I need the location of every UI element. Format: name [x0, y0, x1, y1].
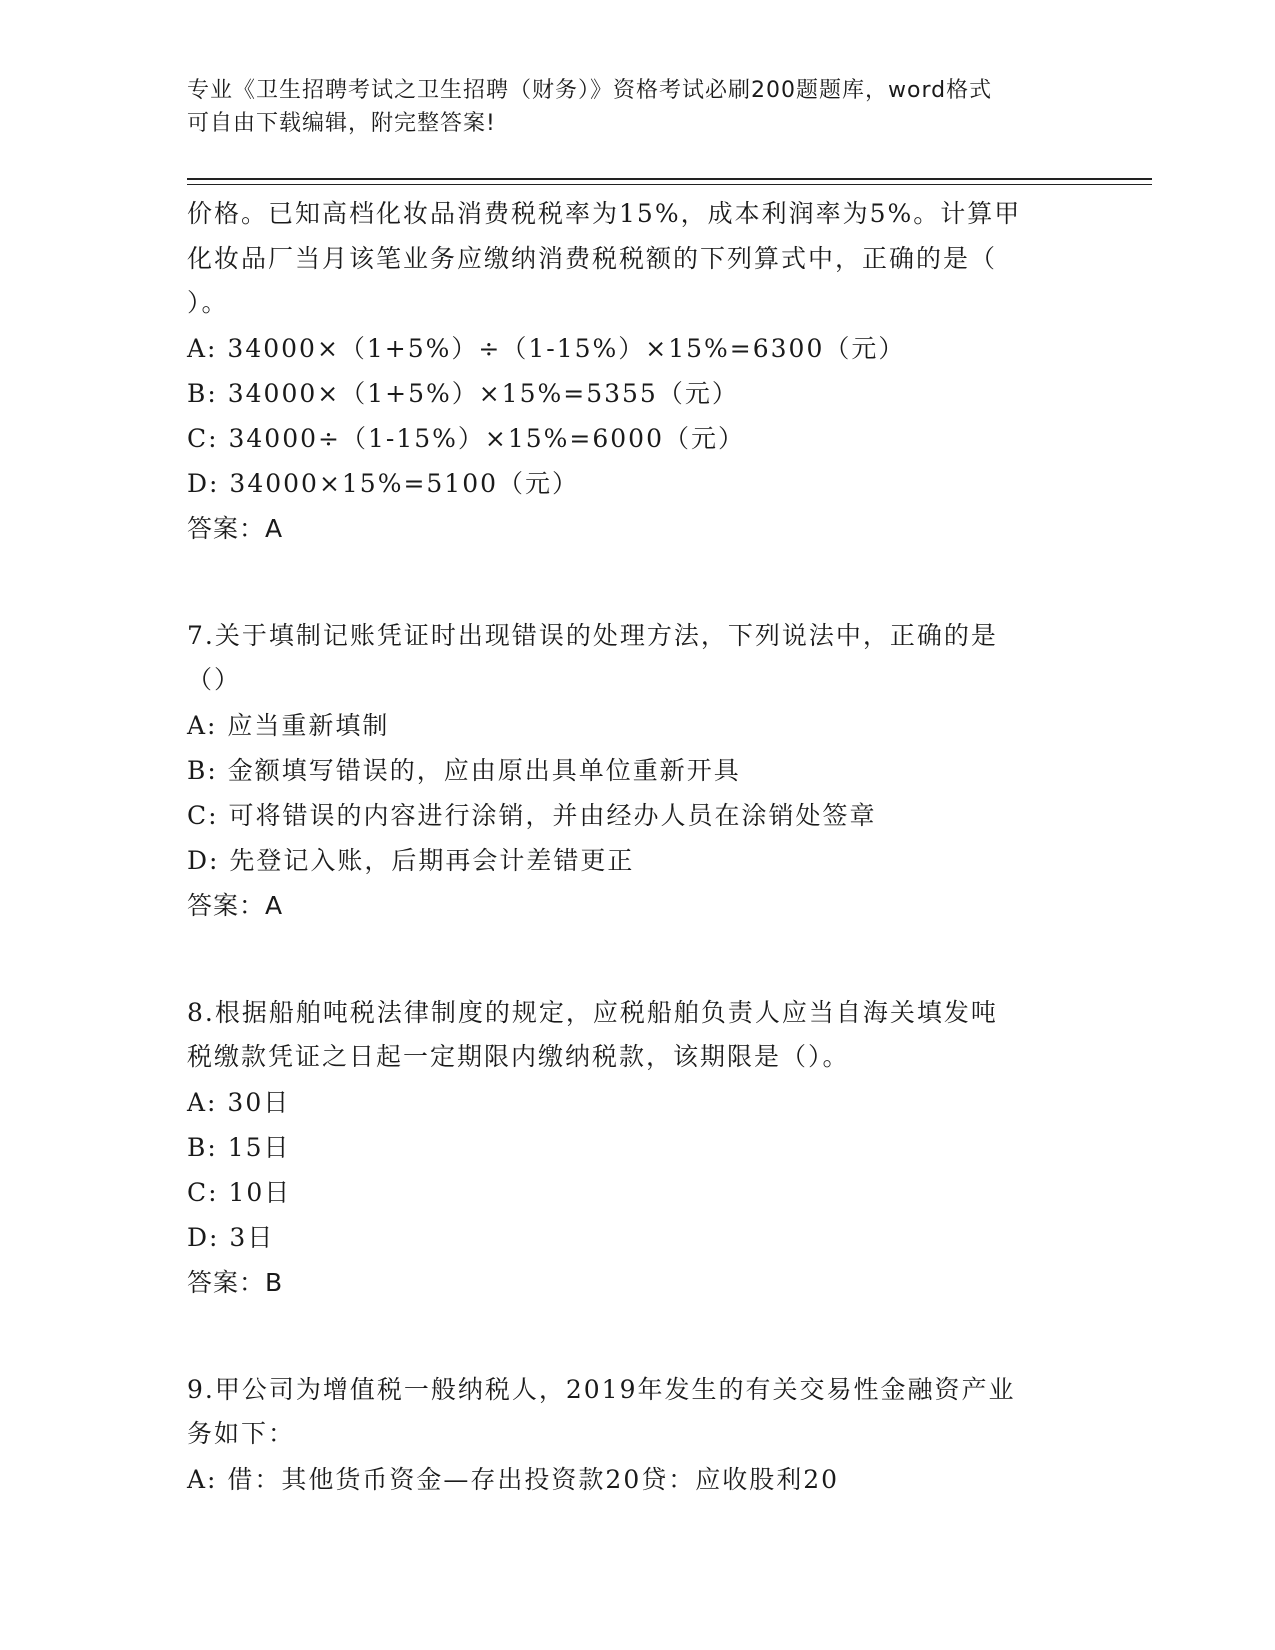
question-stem — [187, 991, 1067, 1080]
option-b: B: 34000×（1+5%）×15%=5355（元） — [187, 378, 739, 408]
answer-label: 答案：B — [187, 1267, 284, 1297]
document-header — [187, 74, 1067, 140]
question-stem — [187, 614, 1067, 703]
question-8 — [187, 991, 1067, 1306]
option-d: D: 3日 — [187, 1222, 275, 1252]
option-a: A: 应当重新填制 — [187, 710, 390, 740]
question-7 — [187, 614, 1067, 929]
option-d: D: 先登记入账，后期再会计差错更正 — [187, 845, 635, 875]
question-stem — [187, 1368, 1067, 1457]
stem-line: （） — [187, 665, 242, 694]
stem-line: 价格。已知高档化妆品消费税税率为15%，成本利润率为5%。计算甲 — [187, 199, 1022, 228]
answer-label: 答案：A — [187, 890, 284, 920]
option-a: A: 34000×（1+5%）÷（1-15%）×15%=6300（元） — [187, 333, 906, 363]
option-a: A: 借：其他货币资金—存出投资款20贷：应收股利20 — [187, 1464, 840, 1494]
stem-line: 8.根据船舶吨税法律制度的规定，应税船舶负责人应当自海关填发吨 — [187, 997, 998, 1027]
stem-line: 化妆品厂当月该笔业务应缴纳消费税税额的下列算式中，正确的是（ — [187, 243, 998, 273]
header-line-2: 可自由下载编辑，附完整答案! — [187, 111, 496, 136]
stem-line: 9.甲公司为增值税一般纳税人，2019年发生的有关交易性金融资产业 — [187, 1374, 1016, 1404]
option-c: C: 10日 — [187, 1177, 292, 1207]
option-a: A: 30日 — [187, 1087, 291, 1117]
question-9 — [187, 1368, 1067, 1502]
question-stem — [187, 192, 1067, 326]
header-line-1: 专业《卫生招聘考试之卫生招聘（财务）》资格考试必刷200题题库，word格式 — [187, 78, 993, 103]
stem-line: 务如下： — [187, 1419, 296, 1448]
option-b: B: 金额填写错误的，应由原出具单位重新开具 — [187, 755, 741, 785]
option-c: C: 可将错误的内容进行涂销，并由经办人员在涂销处签章 — [187, 800, 877, 830]
question-content — [187, 192, 1067, 1502]
answer-label: 答案：A — [187, 513, 284, 543]
option-d: D: 34000×15%=5100（元） — [187, 468, 580, 498]
option-c: C: 34000÷（1-15%）×15%=6000（元） — [187, 423, 745, 453]
stem-line: ）。 — [187, 288, 229, 317]
header-rule-thick — [187, 178, 1152, 180]
stem-line: 7.关于填制记账凭证时出现错误的处理方法，下列说法中，正确的是 — [187, 620, 998, 650]
option-b: B: 15日 — [187, 1132, 291, 1162]
header-rule-thin — [187, 184, 1152, 185]
stem-line: 税缴款凭证之日起一定期限内缴纳税款，该期限是（）。 — [187, 1042, 850, 1071]
question-6-continued — [187, 192, 1067, 552]
